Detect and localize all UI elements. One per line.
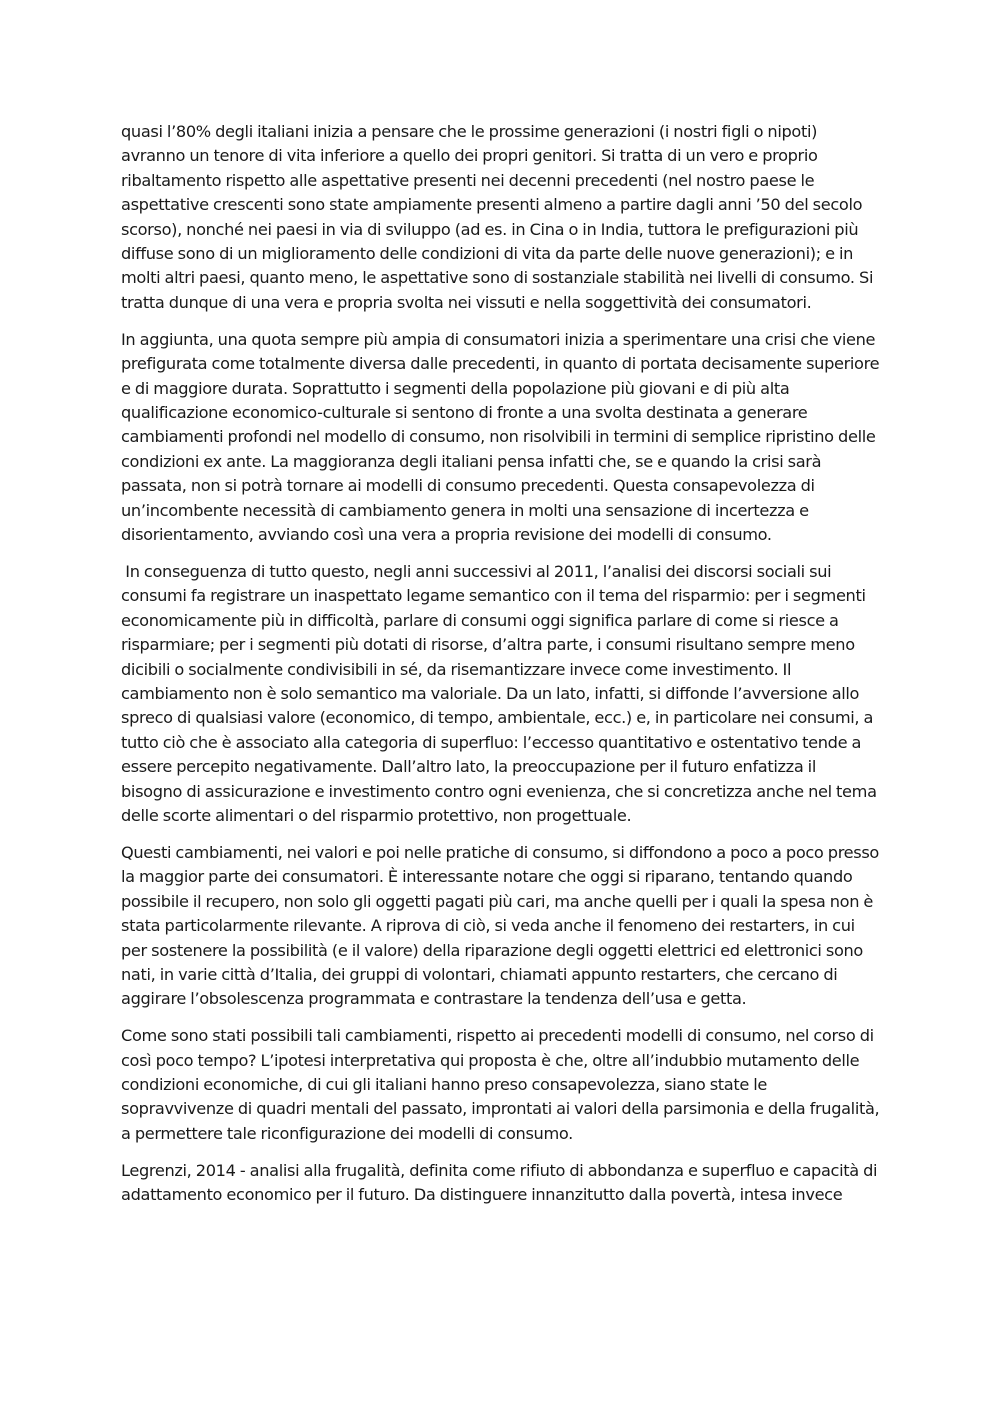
paragraph-4: Questi cambiamenti, nei valori e poi nelle pratiche di consumo, si diffondono a poco a poco presso la maggior parte dei consumatori. È interessante notare che oggi si riparano, tentando quando possibile il recupero, non solo gli oggetti pagati più cari, ma anche quelli per i quali la spesa non è stata particolarmente rilevante. A riprova di ciò, si veda anche il fenomeno dei restarters, in cui per sostenere la possibilità (e il valore) della riparazione degli oggetti elettrici ed elettronici sono nati, in varie città d’Italia, dei gruppi di volontari, chiamati appunto restarters, che cercano di aggirare l’obsolescenza programmata e contrastare la tendenza dell’usa e getta. [121,842,884,1009]
paragraph-5: Come sono stati possibili tali cambiamenti, rispetto ai precedenti modelli di consumo, nel corso di così poco tempo? L’ipotesi interpretativa qui proposta è che, oltre all’indubbio mutamento delle condizioni economiche, di cui gli italiani hanno preso consapevolezza, siano state le sopravvivenze di quadri mentali del passato, improntati ai valori della parsimonia e della frugalità, a permettere tale riconfigurazione dei modelli di consumo. [121,1026,884,1143]
paragraph-3: In conseguenza di tutto questo, negli anni successivi al 2011, l’analisi dei discorsi sociali sui consumi fa registrare un inaspettato legame semantico con il tema del risparmio: per i segmenti economicamente più in difficoltà, parlare di consumi oggi significa parlare di come si riesce a risparmiare; per i segmenti più dotati di risorse, d’altra parte, i consumi risultano sempre meno dicibili o socialmente condivisibili in sé, da risemantizzare invece come investimento. Il cambiamento non è solo semantico ma valoriale. Da un lato, infatti, si diffonde l’avversione allo spreco di qualsiasi valore (economico, di tempo, ambientale, ecc.) e, in particolare nei consumi, a tutto ciò che è associato alla categoria di superfluo: l’eccesso quantitativo e ostentativo tende a essere percepito negativamente. Dall’altro lato, la preoccupazione per il futuro enfatizza il bisogno di assicurazione e investimento contro ogni evenienza, che si concretizza anche nel tema delle scorte alimentari o del risparmio protettivo, non progettuale. [121,561,881,825]
paragraph-1: quasi l’80% degli italiani inizia a pensare che le prossime generazioni (i nostri figli o nipoti) avranno un tenore di vita inferiore a quello dei propri genitori. Si tratta di un vero e proprio ribaltamento rispetto alle aspettative presenti nei decenni precedenti (nel nostro paese le aspettative crescenti sono state ampiamente presenti almeno a partire dagli anni ’50 del secolo scorso), nonché nei paesi in via di sviluppo (ad es. in Cina o in India, tuttora le prefigurazioni più diffuse sono di un miglioramento delle condizioni di vita da parte delle nuove generazioni); e in molti altri paesi, quanto meno, le aspettative sono di sostanziale stabilità nei livelli di consumo. Si tratta dunque di una vera e propria svolta nei vissuti e nella soggettività dei consumatori. [121,122,878,312]
paragraph-2: In aggiunta, una quota sempre più ampia di consumatori inizia a sperimentare una crisi che viene prefigurata come totalmente diversa dalle precedenti, in quanto di portata decisamente superiore e di maggiore durata. Soprattutto i segmenti della popolazione più giovani e di più alta qualificazione economico-culturale si sentono di fronte a una svolta destinata a generare cambiamenti profondi nel modello di consumo, non risolvibili in termini di semplice ripristino delle condizioni ex ante. La maggioranza degli italiani pensa infatti che, se e quando la crisi sarà passata, non si potrà tornare ai modelli di consumo precedenti. Questa consapevolezza di un’incombente necessità di cambiamento genera in molti una sensazione di incertezza e disorientamento, avviando così una vera a propria revisione dei modelli di consumo. [121,329,884,544]
paragraph-6: Legrenzi, 2014 - analisi alla frugalità, definita come rifiuto di abbondanza e superfluo e capacità di adattamento economico per il futuro. Da distinguere innanzitutto dalla povertà, intesa invece [121,1160,882,1205]
body-text [121,120,884,1220]
